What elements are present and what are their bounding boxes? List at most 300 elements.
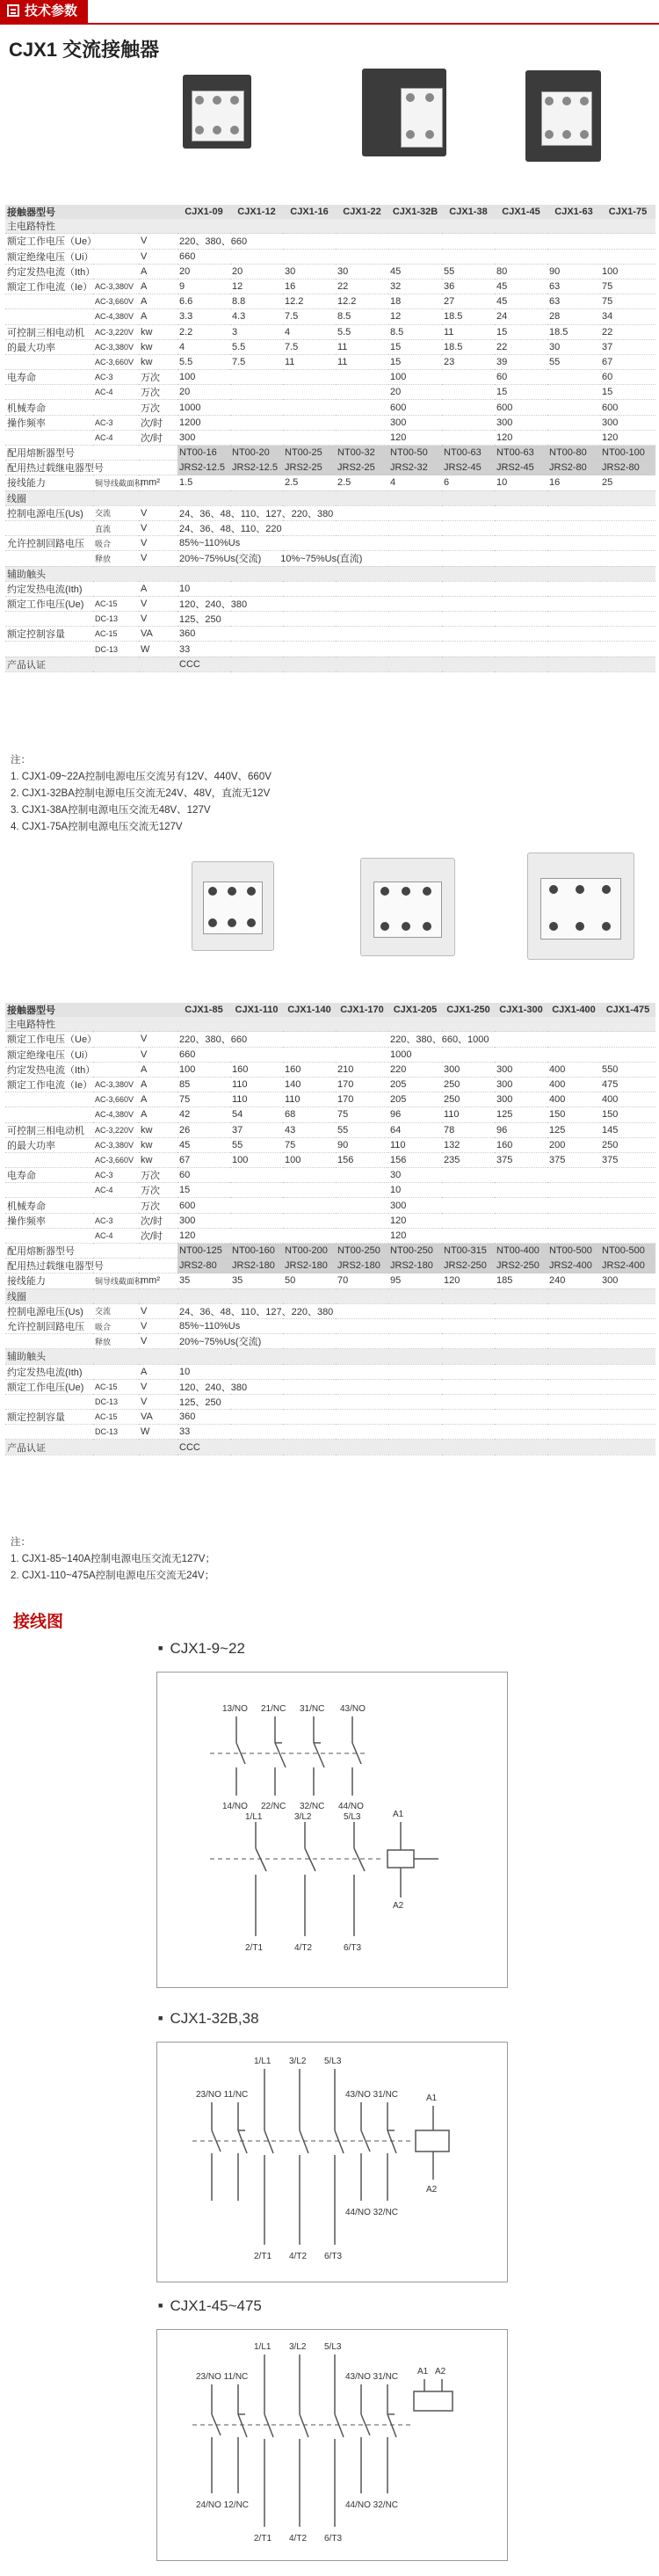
spec-cell bbox=[230, 415, 283, 430]
spec-cell bbox=[5, 294, 93, 309]
spec-cell: 1000 bbox=[177, 400, 230, 415]
spec-cell bbox=[283, 1213, 336, 1228]
aux-label: 44/NO 32/NC bbox=[345, 2500, 399, 2510]
product-image-cjx1-09 bbox=[183, 75, 251, 149]
spec-cell: A bbox=[139, 1062, 177, 1077]
spec-cell: V bbox=[139, 505, 177, 520]
spec-cell: 205 bbox=[388, 1077, 442, 1092]
spec-cell: 660 bbox=[177, 1047, 230, 1062]
spec-cell: 100 bbox=[283, 1152, 336, 1167]
product-image-cjx1-85 bbox=[192, 861, 274, 951]
spec-row bbox=[5, 430, 655, 445]
main-top-label: 1/L1 bbox=[254, 2342, 272, 2352]
spec-cell: JRS2-45 bbox=[442, 461, 495, 475]
spec-cell: 33 bbox=[177, 642, 655, 657]
spec-cell: JRS2-250 bbox=[442, 1259, 495, 1273]
spec-cell: 30 bbox=[283, 264, 336, 279]
spec-cell: A bbox=[139, 1107, 177, 1122]
spec-cell: 4.3 bbox=[230, 309, 283, 324]
aux-bottom-label: 22/NC bbox=[261, 1802, 286, 1811]
spec-cell: 100 bbox=[600, 264, 655, 279]
spec-cell: 24 bbox=[495, 309, 547, 324]
spec-cell: 20 bbox=[388, 385, 442, 400]
spec-row bbox=[5, 1228, 655, 1243]
spec-cell: CCC bbox=[177, 657, 655, 671]
spec-cell: AC-3,660V bbox=[93, 1152, 139, 1167]
spec-cell: 60 bbox=[600, 370, 655, 385]
spec-cell: 42 bbox=[177, 1107, 230, 1122]
spec-cell: 机械寿命 bbox=[5, 1198, 93, 1213]
spec-cell: AC-3,660V bbox=[93, 294, 139, 309]
spec-cell bbox=[283, 370, 336, 385]
aux-bottom-label: 14/NO bbox=[222, 1802, 248, 1811]
spec-cell: 18.5 bbox=[547, 324, 600, 339]
spec-cell: 操作频率 bbox=[5, 415, 93, 430]
spec-cell: 15 bbox=[388, 339, 442, 354]
diagram-2-label: ■ CJX1-32B,38 bbox=[158, 2010, 259, 2028]
spec-cell: 185 bbox=[495, 1273, 547, 1288]
spec-cell: 600 bbox=[495, 400, 547, 415]
spec-cell: AC-4,380V bbox=[93, 309, 139, 324]
spec-row bbox=[5, 339, 655, 354]
spec-cell: 机械寿命 bbox=[5, 400, 93, 415]
spec-cell: 205 bbox=[388, 1092, 442, 1107]
spec-cell: 18.5 bbox=[442, 309, 495, 324]
spec-cell: NT00-500 bbox=[547, 1244, 600, 1259]
spec-cell: 8.5 bbox=[336, 309, 388, 324]
diagram-1-label: ■ CJX1-9~22 bbox=[158, 1640, 245, 1658]
spec-cell: V bbox=[139, 1379, 177, 1394]
spec-row bbox=[5, 1183, 655, 1198]
spec-cell: 125、250 bbox=[177, 612, 655, 627]
spec-cell: 85%~110%Us bbox=[177, 1318, 655, 1333]
spec-cell bbox=[336, 415, 388, 430]
spec-cell: 75 bbox=[600, 279, 655, 294]
spec-cell: 125、250 bbox=[177, 1394, 655, 1409]
spec-cell: CJX1-300 bbox=[495, 1003, 547, 1017]
spec-cell: 11 bbox=[336, 354, 388, 369]
spec-cell: V bbox=[139, 596, 177, 611]
spec-row bbox=[5, 490, 655, 505]
spec-cell: JRS2-12.5 bbox=[177, 461, 230, 475]
spec-cell: 30 bbox=[388, 1168, 655, 1183]
spec-cell: 2.5 bbox=[336, 475, 388, 490]
wiring-title: 接线图 bbox=[13, 1613, 64, 1631]
spec-cell: AC-4 bbox=[93, 1228, 139, 1243]
spec-cell bbox=[5, 1228, 93, 1243]
spec-cell: AC-4 bbox=[93, 385, 139, 400]
spec-cell: JRS2-180 bbox=[336, 1259, 388, 1273]
spec-row bbox=[5, 385, 655, 400]
spec-cell: 25 bbox=[600, 475, 655, 490]
spec-cell bbox=[283, 1228, 336, 1243]
spec-cell: 约定发热电流（Ith） bbox=[5, 1062, 93, 1077]
spec-cell: 67 bbox=[177, 1152, 230, 1167]
aux-top-label: 43/NO bbox=[340, 1704, 366, 1714]
spec-cell: 铜导线截面积 bbox=[93, 475, 139, 490]
spec-row bbox=[5, 1062, 655, 1077]
spec-cell: 控制电源电压(Us) bbox=[5, 505, 93, 520]
notes-2 bbox=[11, 1535, 215, 1585]
spec-cell: 4 bbox=[388, 475, 442, 490]
spec-row bbox=[5, 264, 655, 279]
spec-row bbox=[5, 596, 655, 611]
spec-cell: 95 bbox=[388, 1273, 442, 1288]
spec-cell: JRS2-80 bbox=[600, 461, 655, 475]
spec-cell: AC-3,380V bbox=[93, 339, 139, 354]
spec-row bbox=[5, 1213, 655, 1228]
spec-row bbox=[5, 1334, 655, 1349]
spec-cell: 125 bbox=[495, 1107, 547, 1122]
spec-cell bbox=[5, 520, 93, 535]
spec-cell bbox=[336, 1047, 388, 1062]
spec-cell: 120 bbox=[388, 430, 442, 445]
spec-cell: A bbox=[139, 1364, 177, 1379]
spec-cell: 160 bbox=[495, 1137, 547, 1152]
spec-cell: 55 bbox=[230, 1137, 283, 1152]
spec-cell bbox=[283, 400, 336, 415]
spec-cell: 110 bbox=[442, 1107, 495, 1122]
spec-cell: 96 bbox=[495, 1122, 547, 1137]
spec-cell: NT00-400 bbox=[495, 1244, 547, 1259]
spec-row bbox=[5, 1425, 655, 1440]
spec-cell bbox=[442, 385, 495, 400]
spec-cell: 60 bbox=[495, 370, 547, 385]
main-top-label: 5/L3 bbox=[344, 1812, 361, 1822]
spec-cell: 12.2 bbox=[336, 294, 388, 309]
spec-cell: NT00-32 bbox=[336, 446, 388, 461]
spec-cell: 额定工作电压(Ue) bbox=[5, 1379, 93, 1394]
spec-cell bbox=[230, 1198, 283, 1213]
spec-cell: 1.5 bbox=[177, 475, 230, 490]
spec-cell: 120、240、380 bbox=[177, 596, 655, 611]
spec-row bbox=[5, 1394, 655, 1409]
spec-cell bbox=[230, 385, 283, 400]
spec-cell: NT00-160 bbox=[230, 1244, 283, 1259]
spec-cell bbox=[5, 1394, 93, 1409]
spec-row bbox=[5, 446, 655, 461]
spec-cell: 660 bbox=[177, 249, 655, 264]
spec-cell: JRS2-400 bbox=[600, 1259, 655, 1273]
spec-cell: 375 bbox=[547, 1152, 600, 1167]
diagram-3-label: ■ CJX1-45~475 bbox=[158, 2297, 262, 2315]
spec-cell: 400 bbox=[547, 1077, 600, 1092]
spec-cell bbox=[5, 1425, 93, 1440]
spec-row bbox=[5, 1318, 655, 1333]
spec-cell bbox=[230, 1213, 283, 1228]
spec-cell: A bbox=[139, 309, 177, 324]
spec-cell: A bbox=[139, 1077, 177, 1092]
spec-cell bbox=[336, 1168, 388, 1183]
spec-cell: 约定发热电流(Ith) bbox=[5, 581, 93, 596]
spec-row bbox=[5, 566, 655, 581]
spec-cell bbox=[5, 612, 93, 627]
product-image-cjx1-32b bbox=[362, 69, 446, 156]
spec-cell: 90 bbox=[336, 1137, 388, 1152]
spec-cell: 22 bbox=[495, 339, 547, 354]
spec-cell: 32 bbox=[388, 279, 442, 294]
spec-cell: 1200 bbox=[177, 415, 230, 430]
coil-label: A1 bbox=[426, 2093, 438, 2103]
spec-cell: 3 bbox=[230, 324, 283, 339]
spec-cell: 360 bbox=[177, 627, 655, 642]
notes-1 bbox=[11, 752, 272, 836]
spec-cell bbox=[93, 1198, 139, 1213]
spec-cell bbox=[283, 1198, 336, 1213]
spec-cell: 120 bbox=[177, 1228, 230, 1243]
spec-cell: 24、36、48、110、127、220、380 bbox=[177, 1303, 655, 1318]
aux-label: 23/NO 11/NC bbox=[196, 2090, 249, 2100]
spec-cell: AC-3,380V bbox=[93, 1137, 139, 1152]
spec-cell: 250 bbox=[600, 1137, 655, 1152]
spec-cell: AC-3 bbox=[93, 1168, 139, 1183]
spec-row bbox=[5, 1410, 655, 1425]
spec-cell: DC-13 bbox=[93, 1394, 139, 1409]
spec-cell bbox=[283, 1047, 336, 1062]
spec-cell: 额定工作电流（Ie） bbox=[5, 279, 93, 294]
spec-cell: V bbox=[139, 536, 177, 551]
spec-cell: 55 bbox=[336, 1122, 388, 1137]
spec-cell: 300 bbox=[600, 415, 655, 430]
spec-cell: 2.5 bbox=[283, 475, 336, 490]
spec-cell: 28 bbox=[547, 309, 600, 324]
spec-cell: 10 bbox=[388, 1183, 655, 1198]
spec-cell: CCC bbox=[177, 1440, 655, 1455]
spec-cell: JRS2-45 bbox=[495, 461, 547, 475]
spec-cell: 70 bbox=[336, 1273, 388, 1288]
aux-bottom-label: 32/NC bbox=[300, 1802, 325, 1811]
notes-1-label: 注： bbox=[11, 755, 31, 766]
spec-cell: JRS2-180 bbox=[283, 1259, 336, 1273]
spec-cell: 5.5 bbox=[230, 339, 283, 354]
spec-cell: 4 bbox=[283, 324, 336, 339]
spec-cell: 交流 bbox=[93, 505, 139, 520]
spec-row bbox=[5, 1047, 655, 1062]
spec-cell: A bbox=[139, 264, 177, 279]
spec-row bbox=[5, 219, 655, 234]
spec-cell: JRS2-80 bbox=[547, 461, 600, 475]
spec-cell: 300 bbox=[495, 1062, 547, 1077]
spec-cell: V bbox=[139, 1303, 177, 1318]
spec-cell: 吸合 bbox=[93, 1318, 139, 1333]
spec-cell: 75 bbox=[600, 294, 655, 309]
spec-cell: 220 bbox=[388, 1062, 442, 1077]
spec-cell bbox=[93, 1364, 139, 1379]
spec-cell: V bbox=[139, 612, 177, 627]
spec-cell: 210 bbox=[336, 1062, 388, 1077]
spec-cell: 120 bbox=[388, 1213, 655, 1228]
coil-label: A2 bbox=[393, 1901, 404, 1911]
spec-cell: 300 bbox=[495, 1077, 547, 1092]
spec-cell: 100 bbox=[177, 1062, 230, 1077]
spec-cell: 允许控制回路电压 bbox=[5, 536, 93, 551]
spec-cell bbox=[283, 385, 336, 400]
spec-cell: V bbox=[139, 1032, 177, 1047]
spec-cell: 85%~110%Us bbox=[177, 536, 655, 551]
spec-cell bbox=[93, 446, 139, 461]
spec-cell: 11 bbox=[442, 324, 495, 339]
spec-cell: 250 bbox=[442, 1092, 495, 1107]
spec-cell: 600 bbox=[177, 1198, 230, 1213]
spec-row bbox=[5, 1303, 655, 1318]
spec-row bbox=[5, 612, 655, 627]
spec-cell: 240 bbox=[547, 1273, 600, 1288]
spec-cell: 次/时 bbox=[139, 415, 177, 430]
spec-cell bbox=[93, 1047, 139, 1062]
spec-cell bbox=[93, 1440, 139, 1455]
spec-cell: CJX1-250 bbox=[442, 1003, 495, 1017]
spec-row bbox=[5, 1168, 655, 1183]
spec-cell: CJX1-16 bbox=[283, 205, 336, 219]
spec-cell: 360 bbox=[177, 1410, 655, 1425]
spec-cell: 63 bbox=[547, 294, 600, 309]
spec-cell: CJX1-12 bbox=[230, 205, 283, 219]
spec-cell bbox=[547, 400, 600, 415]
spec-cell: 10 bbox=[495, 475, 547, 490]
spec-cell: AC-15 bbox=[93, 1410, 139, 1425]
spec-row bbox=[5, 1198, 655, 1213]
main-bottom-label: 6/T3 bbox=[324, 2252, 343, 2261]
spec-row bbox=[5, 1379, 655, 1394]
main-bottom-label: 6/T3 bbox=[324, 2534, 343, 2543]
spec-row bbox=[5, 1244, 655, 1259]
spec-cell: V bbox=[139, 234, 177, 249]
spec-cell: JRS2-250 bbox=[495, 1259, 547, 1273]
spec-cell: AC-3 bbox=[93, 415, 139, 430]
spec-cell bbox=[336, 1213, 388, 1228]
spec-cell: 20 bbox=[177, 385, 230, 400]
spec-cell: 万次 bbox=[139, 370, 177, 385]
spec-cell bbox=[5, 354, 93, 369]
spec-cell: 37 bbox=[230, 1122, 283, 1137]
spec-cell bbox=[442, 430, 495, 445]
note-item: 3. CJX1-38A控制电源电压交流无48V、127V bbox=[11, 805, 211, 816]
wiring-diagram-1 bbox=[156, 1672, 508, 1988]
spec-cell: 16 bbox=[547, 475, 600, 490]
spec-cell: 140 bbox=[283, 1077, 336, 1092]
spec-cell: 30 bbox=[547, 339, 600, 354]
spec-cell: 39 bbox=[495, 354, 547, 369]
spec-row bbox=[5, 1092, 655, 1107]
spec-row bbox=[5, 475, 655, 490]
spec-cell: AC-3,380V bbox=[93, 279, 139, 294]
spec-cell: A bbox=[139, 279, 177, 294]
spec-cell: NT00-500 bbox=[600, 1244, 655, 1259]
spec-cell: kw bbox=[139, 339, 177, 354]
spec-cell: A bbox=[139, 1092, 177, 1107]
spec-cell: 400 bbox=[547, 1062, 600, 1077]
spec-cell: 45 bbox=[495, 294, 547, 309]
spec-row bbox=[5, 627, 655, 642]
spec-cell: 100 bbox=[388, 370, 442, 385]
main-bottom-label: 4/T2 bbox=[289, 2534, 308, 2543]
section-tag bbox=[0, 0, 88, 23]
spec-cell: 550 bbox=[600, 1062, 655, 1077]
spec-cell: 68 bbox=[283, 1107, 336, 1122]
main-top-label: 3/L2 bbox=[289, 2342, 307, 2352]
spec-cell: JRS2-180 bbox=[230, 1259, 283, 1273]
spec-row bbox=[5, 1107, 655, 1122]
spec-cell: 85 bbox=[177, 1077, 230, 1092]
product-image-cjx1-400 bbox=[527, 853, 634, 960]
spec-cell: mm² bbox=[139, 1273, 177, 1288]
main-bottom-label: 2/T1 bbox=[254, 2252, 272, 2261]
spec-cell: 吸合 bbox=[93, 536, 139, 551]
spec-cell bbox=[442, 400, 495, 415]
spec-row bbox=[5, 205, 655, 219]
spec-cell: 375 bbox=[495, 1152, 547, 1167]
spec-cell: CJX1-75 bbox=[600, 205, 655, 219]
spec-cell: 220、380、660 bbox=[177, 1032, 230, 1047]
spec-cell: CJX1-09 bbox=[177, 205, 230, 219]
spec-cell: kw bbox=[139, 1137, 177, 1152]
spec-cell: 额定工作电压(Ue) bbox=[5, 596, 93, 611]
spec-cell: 释放 bbox=[93, 551, 139, 566]
spec-cell: 7.5 bbox=[230, 354, 283, 369]
spec-cell bbox=[547, 370, 600, 385]
spec-cell: 30 bbox=[336, 264, 388, 279]
spec-cell: 操作频率 bbox=[5, 1213, 93, 1228]
spec-cell: 接触器型号 bbox=[5, 1003, 93, 1017]
spec-cell: 2.2 bbox=[177, 324, 230, 339]
spec-cell: 7.5 bbox=[283, 339, 336, 354]
spec-cell bbox=[5, 1152, 93, 1167]
spec-cell: VA bbox=[139, 627, 177, 642]
spec-row bbox=[5, 505, 655, 520]
spec-cell: W bbox=[139, 642, 177, 657]
note-item: 4. CJX1-75A控制电源电压交流无127V bbox=[11, 822, 183, 832]
spec-cell bbox=[93, 249, 139, 264]
spec-cell: 120 bbox=[600, 430, 655, 445]
spec-cell: 10 bbox=[177, 581, 655, 596]
spec-cell: 170 bbox=[336, 1077, 388, 1092]
spec-cell: CJX1-22 bbox=[336, 205, 388, 219]
spec-cell: NT00-80 bbox=[547, 446, 600, 461]
spec-cell: 15 bbox=[495, 324, 547, 339]
spec-cell: 78 bbox=[442, 1122, 495, 1137]
spec-row bbox=[5, 1137, 655, 1152]
spec-cell: 次/时 bbox=[139, 1228, 177, 1243]
spec-cell: JRS2-32 bbox=[388, 461, 442, 475]
spec-cell: JRS2-25 bbox=[336, 461, 388, 475]
spec-cell: DC-13 bbox=[93, 1425, 139, 1440]
spec-cell: 接线能力 bbox=[5, 475, 93, 490]
spec-cell: 24、36、48、110、127、220、380 bbox=[177, 505, 655, 520]
spec-row bbox=[5, 354, 655, 369]
spec-cell: NT00-63 bbox=[495, 446, 547, 461]
spec-cell: 12 bbox=[388, 309, 442, 324]
spec-cell: 1000 bbox=[388, 1047, 655, 1062]
note-item: 2. CJX1-32BA控制电源电压交流无24V、48V，直流无12V bbox=[11, 788, 271, 799]
spec-cell: 200 bbox=[547, 1137, 600, 1152]
spec-cell: NT00-250 bbox=[336, 1244, 388, 1259]
spec-row bbox=[5, 1349, 655, 1364]
spec-cell: 55 bbox=[442, 264, 495, 279]
spec-cell bbox=[139, 1259, 177, 1273]
main-bottom-label: 4/T2 bbox=[294, 1943, 313, 1953]
spec-cell: 132 bbox=[442, 1137, 495, 1152]
spec-cell: 300 bbox=[388, 415, 442, 430]
spec-cell: V bbox=[139, 520, 177, 535]
spec-cell: AC-3,660V bbox=[93, 1092, 139, 1107]
spec-cell: AC-15 bbox=[93, 596, 139, 611]
spec-cell: 250 bbox=[442, 1077, 495, 1092]
spec-cell: 可控制三相电动机 bbox=[5, 1122, 93, 1137]
spec-row bbox=[5, 309, 655, 324]
spec-cell: 5.5 bbox=[336, 324, 388, 339]
spec-cell: 18 bbox=[388, 294, 442, 309]
spec-cell: 11 bbox=[336, 339, 388, 354]
